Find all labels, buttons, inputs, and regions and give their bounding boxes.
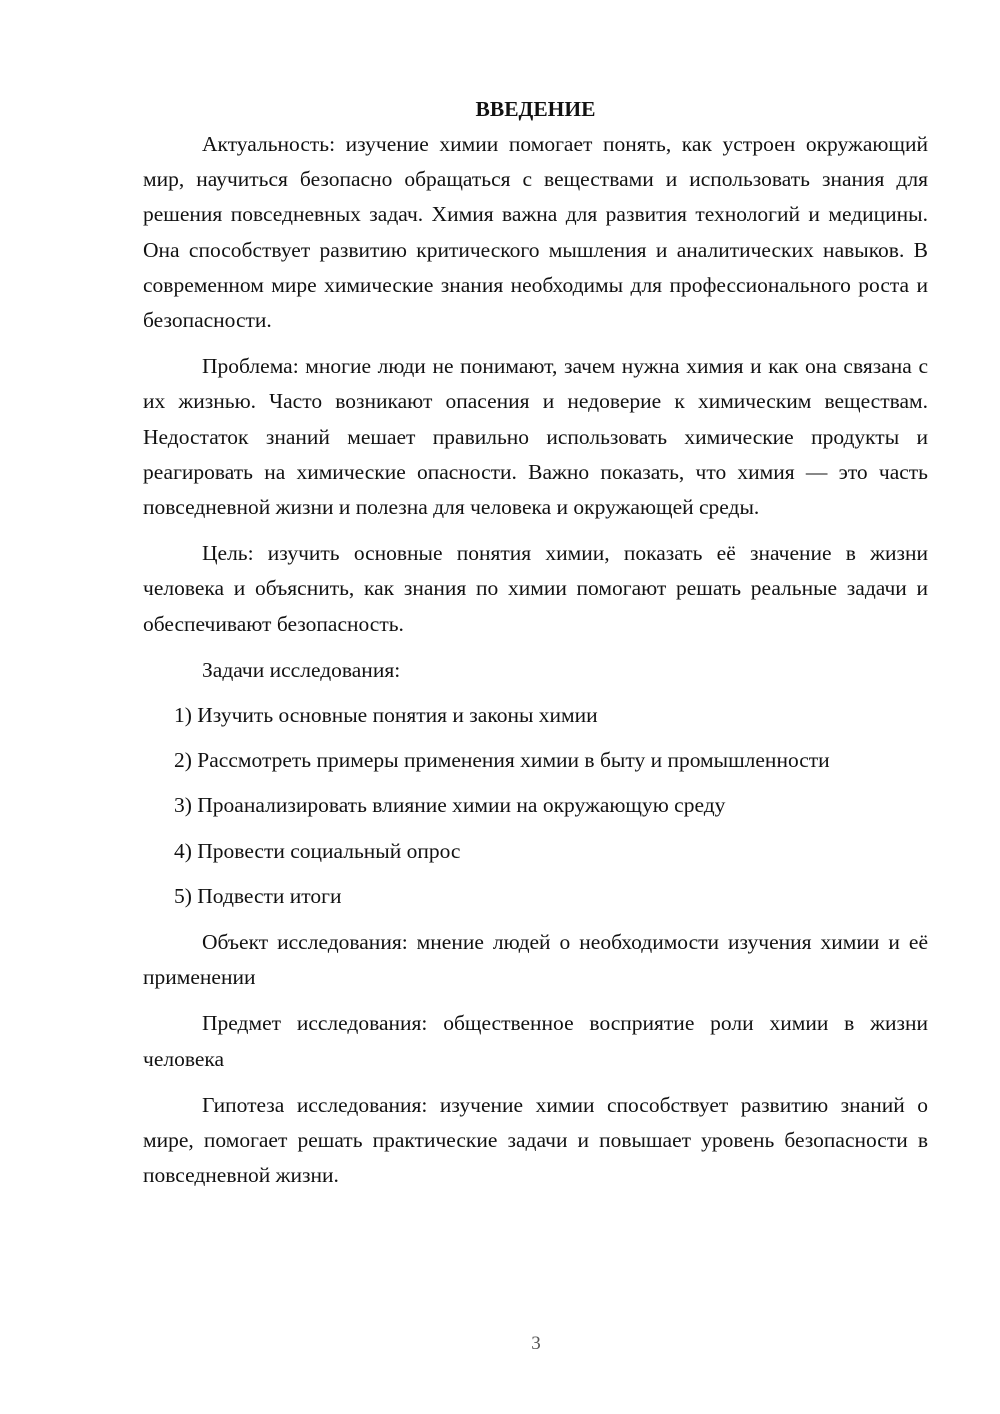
relevance-paragraph: Актуальность: изучение химии помогает понять, как устроен окружающий мир, научиться безопасно обращаться с веществами и использовать знания для решения повседневных задач. Химия важна для развития технологий и медицины. Она способствует развитию критического мышления и аналитических навыков. В современном мире химические знания необходимы для профессионального роста и безопасности. [143, 132, 928, 333]
document-body [143, 92, 928, 1193]
task-list [143, 698, 928, 914]
tasks-heading: Задачи исследования: [202, 657, 401, 682]
object-paragraph: Объект исследования: мнение людей о необходимости изучения химии и её применении [143, 930, 928, 990]
list-item: 1) Изучить основные понятия и законы химии [174, 703, 598, 728]
problem-paragraph: Проблема: многие люди не понимают, зачем нужна химия и как она связана с их жизнью. Часто возникают опасения и недоверие к химическим веществам. Недостаток знаний мешает правильно использовать химические продукты и реагировать на химические опасности. Важно показать, что химия — это часть повседневной жизни и полезна для человека и окружающей среды. [143, 354, 928, 520]
page-title: ВВЕДЕНИЕ [475, 97, 596, 121]
subject-paragraph: Предмет исследования: общественное восприятие роли химии в жизни человека [143, 1011, 928, 1071]
page-number: 3 [531, 1333, 541, 1354]
list-item: 5) Подвести итоги [174, 883, 342, 908]
goal-paragraph: Цель: изучить основные понятия химии, показать её значение в жизни человека и объяснить, как знания по химии помогают решать реальные задачи и обеспечивают безопасность. [143, 541, 928, 636]
hypothesis-paragraph: Гипотеза исследования: изучение химии способствует развитию знаний о мире, помогает решать практические задачи и повышает уровень безопасности в повседневной жизни. [143, 1092, 928, 1188]
list-item: 3) Проанализировать влияние химии на окружающую среду [174, 793, 726, 818]
list-item: 4) Провести социальный опрос [174, 838, 461, 863]
list-item: 2) Рассмотреть примеры применения химии в быту и промышленности [174, 748, 830, 773]
